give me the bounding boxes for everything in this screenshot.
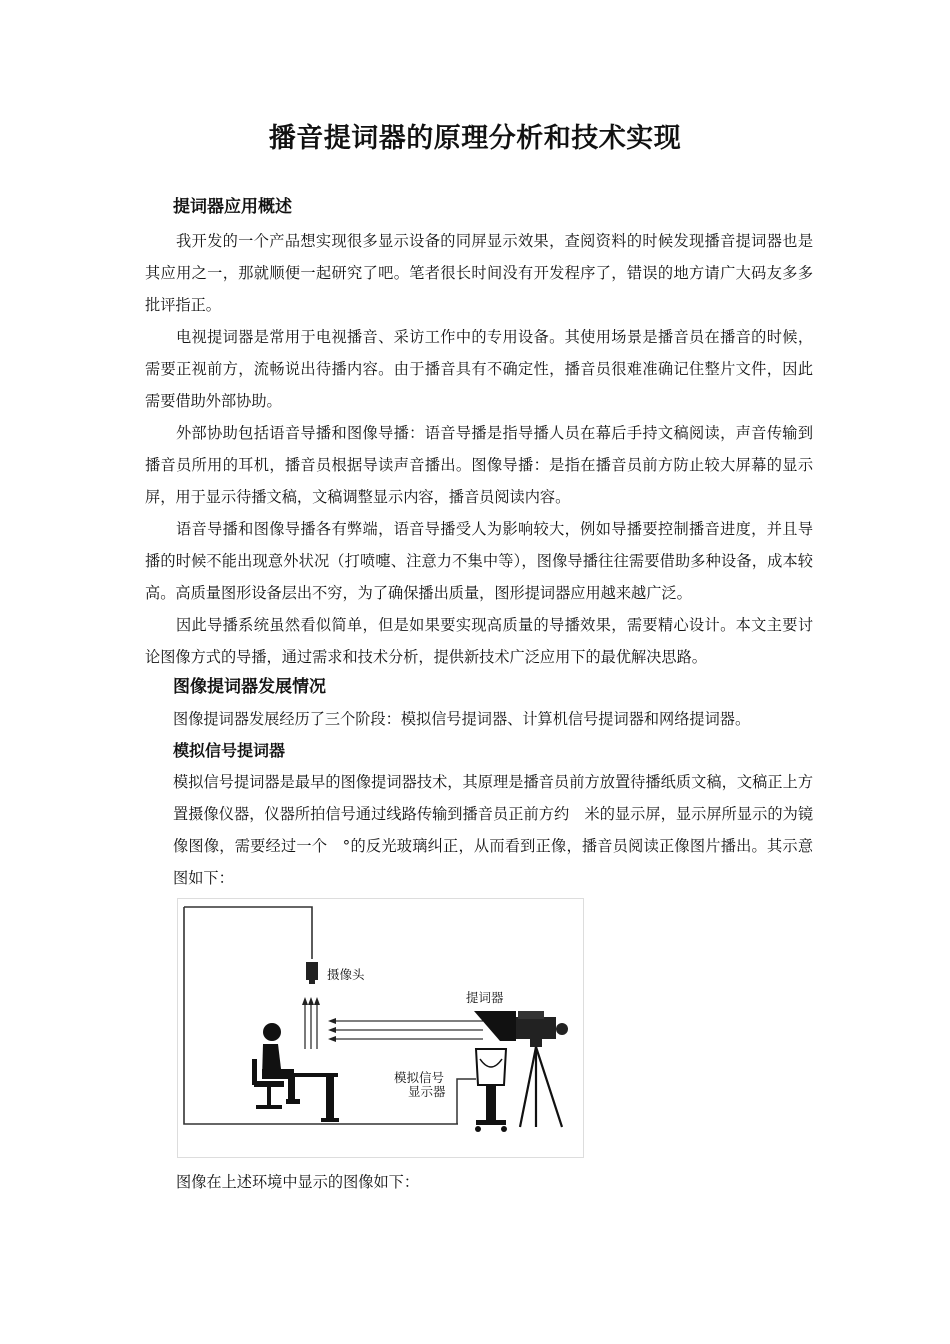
section-heading-development: 图像提词器发展情况 (173, 677, 326, 697)
paragraph-drawbacks: 语音导播和图像导播各有弊端，语音导播受人为影响较大，例如导播要控制播音进度，并且导播的时候不能出现意外状况（打喷嚏、注意力不集中等），图像导播往往需要借助多种设备，成本较高。高质量图形设备层出不穷，为了确保播出质量，图形提词器应用越来越广泛。 (145, 520, 813, 602)
paragraph-after-figure: 图像在上述环境中显示的图像如下： (176, 1173, 419, 1191)
prompter-diagram-drawing (178, 899, 585, 1159)
prompter-diagram (177, 898, 584, 1158)
section-heading-overview: 提词器应用概述 (173, 197, 292, 217)
paragraph-analog: 模拟信号提词器是最早的图像提词器技术，其原理是播音员前方放置待播纸质文稿，文稿正上方置摄像仪器，仪器所拍信号通过线路传输到播音员正前方约 米的显示屏，显示屏所显示的为镜像图像，需要经过一个 °的反光玻璃纠正，从而看到正像，播音员阅读正像图片播出。其示意图如下： (173, 773, 813, 887)
announcer-figure (252, 1023, 300, 1109)
desk (293, 1073, 339, 1122)
prompter-device (474, 1011, 568, 1047)
section-heading-analog: 模拟信号提词器 (173, 741, 286, 760)
analog-monitor (475, 1049, 507, 1132)
monitor-label-line2: 显示器 (408, 1084, 446, 1099)
monitor-label-line1: 模拟信号 (394, 1070, 445, 1085)
signal-cable (457, 1079, 476, 1124)
paragraph-development: 图像提词器发展经历了三个阶段：模拟信号提词器、计算机信号提词器和网络提词器。 (173, 710, 751, 728)
paragraph-external-assist: 外部协助包括语音导播和图像导播：语音导播是指导播人员在幕后手持文稿阅读，声音传输到播音员所用的耳机，播音员根据导读声音播出。图像导播：是指在播音员前方防止较大屏幕的显示屏，用于显示待播文稿，文稿调整显示内容，播音员阅读内容。 (145, 424, 813, 506)
prompter-label: 提词器 (466, 990, 504, 1005)
upward-arrows (305, 1003, 317, 1049)
camera-icon (306, 962, 318, 980)
paragraph-tv-prompter: 电视提词器是常用于电视播音、采访工作中的专用设备。其使用场景是播音员在播音的时候，需要正视前方，流畅说出待播内容。由于播音具有不确定性，播音员很难准确记住整片文件，因此需要借助外部协助。 (145, 328, 813, 410)
camera-label: 摄像头 (327, 967, 365, 982)
page-title: 播音提词器的原理分析和技术实现 (268, 123, 682, 154)
paragraph-intro: 我开发的一个产品想实现很多显示设备的同屏显示效果，查阅资料的时候发现播音提词器也是其应用之一，那就顺便一起研究了吧。笔者很长时间没有开发程序了，错误的地方请广大码友多多批评指正。 (145, 232, 813, 314)
ceiling-line (184, 907, 312, 959)
tripod (520, 1047, 562, 1127)
paragraph-conclusion: 因此导播系统虽然看似简单，但是如果要实现高质量的导播效果，需要精心设计。本文主要讨论图像方式的导播，通过需求和技术分析，提供新技术广泛应用下的最优解决思路。 (145, 616, 813, 666)
horizontal-arrows (335, 1021, 483, 1039)
